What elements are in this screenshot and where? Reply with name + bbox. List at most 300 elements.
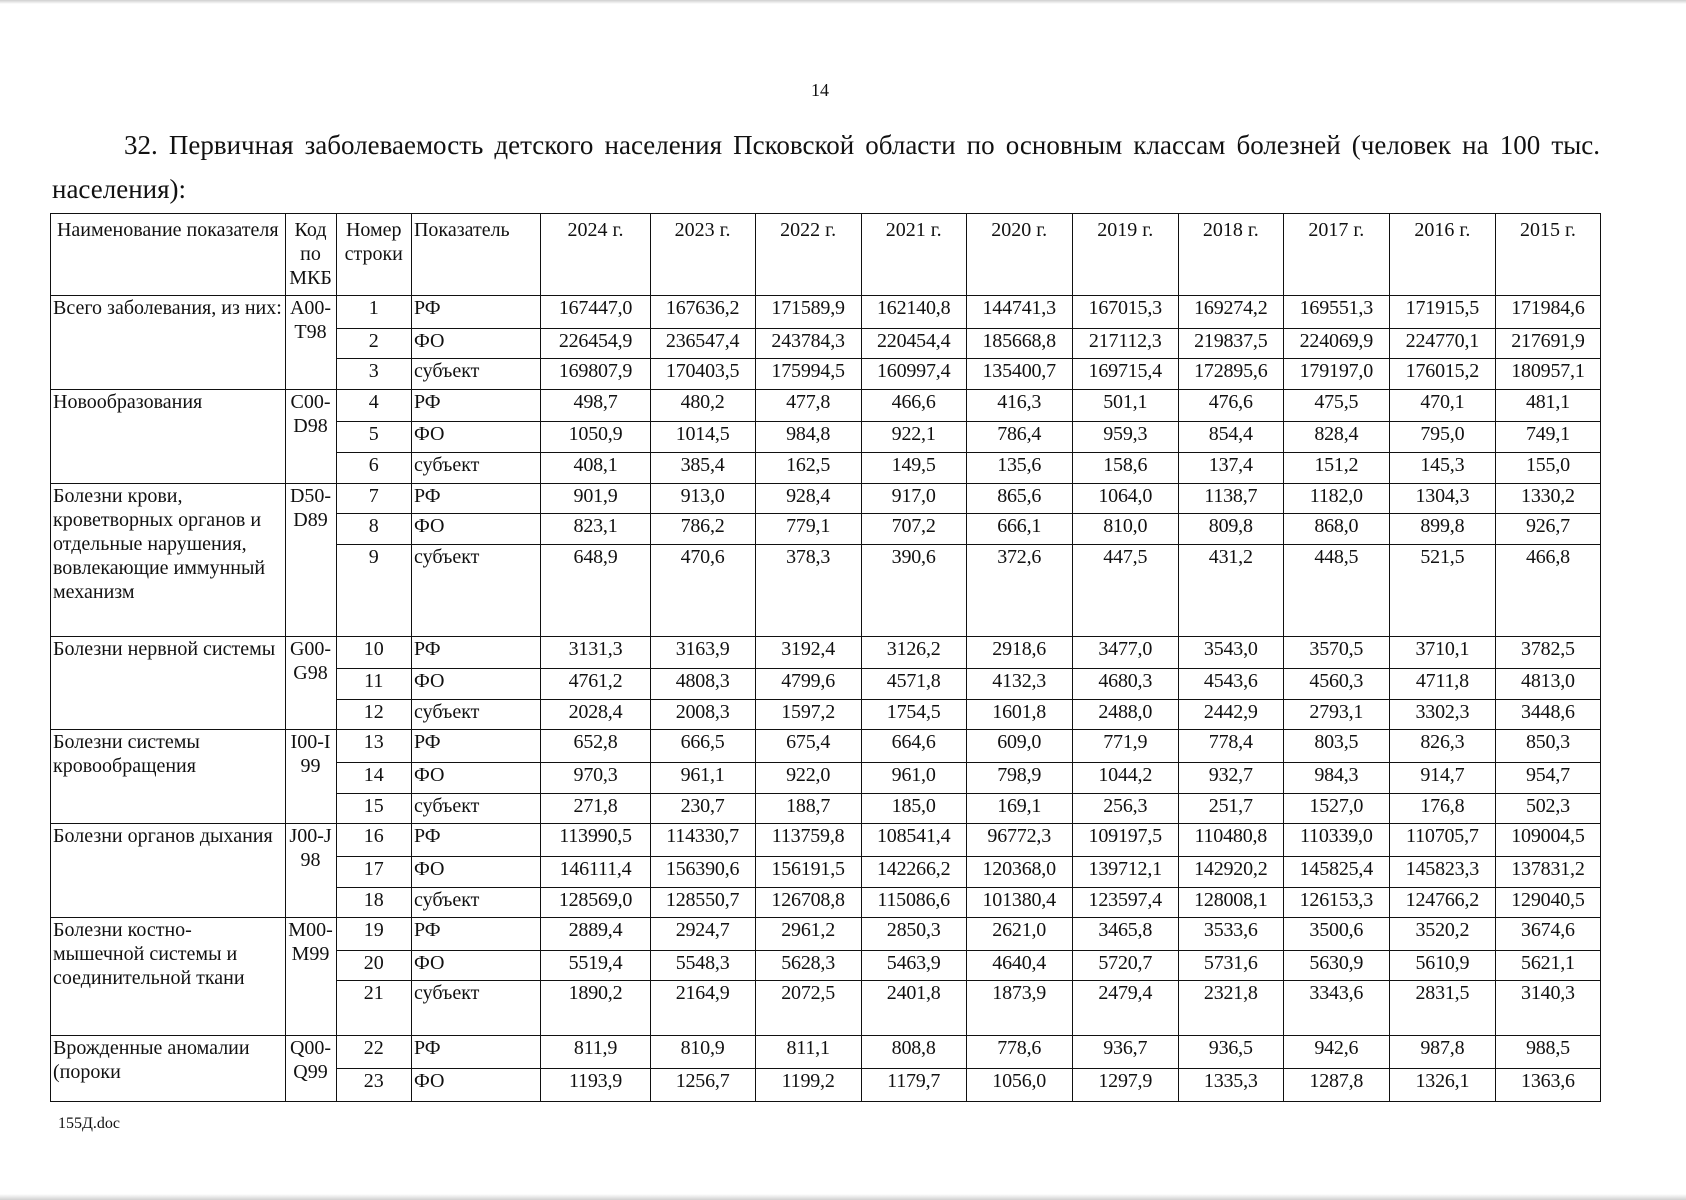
value-cell: 170403,5	[650, 359, 755, 390]
row-number: 12	[336, 699, 411, 730]
indicator: РФ	[411, 1036, 541, 1069]
value-cell: 3710,1	[1389, 636, 1495, 669]
row-number: 7	[336, 483, 411, 514]
value-cell: 810,9	[650, 1036, 755, 1069]
value-cell: 3140,3	[1495, 981, 1600, 1036]
indicator: ФО	[411, 514, 541, 545]
value-cell: 2850,3	[861, 918, 966, 951]
value-cell: 128008,1	[1178, 887, 1283, 918]
value-cell: 101380,4	[966, 887, 1072, 918]
icd-code: D50-D89	[285, 483, 336, 636]
disease-class-name: Болезни костно-мышечной системы и соединительной ткани	[51, 918, 286, 1036]
icd-code: C00-D98	[285, 389, 336, 483]
value-cell: 1182,0	[1283, 483, 1389, 514]
value-cell: 3126,2	[861, 636, 966, 669]
value-cell: 828,4	[1283, 422, 1389, 453]
value-cell: 1138,7	[1178, 483, 1283, 514]
indicator: ФО	[411, 856, 541, 887]
value-cell: 4571,8	[861, 669, 966, 700]
row-number: 20	[336, 950, 411, 981]
row-number: 22	[336, 1036, 411, 1069]
value-cell: 823,1	[541, 514, 650, 545]
indicator: субъект	[411, 793, 541, 824]
value-cell: 926,7	[1495, 514, 1600, 545]
row-number: 4	[336, 389, 411, 422]
value-cell: 1199,2	[755, 1069, 861, 1102]
value-cell: 3465,8	[1072, 918, 1178, 951]
table-row	[51, 389, 1601, 422]
icd-code: M00-M99	[285, 918, 336, 1036]
value-cell: 256,3	[1072, 793, 1178, 824]
value-cell: 2621,0	[966, 918, 1072, 951]
value-cell: 501,1	[1072, 389, 1178, 422]
value-cell: 135400,7	[966, 359, 1072, 390]
value-cell: 3448,6	[1495, 699, 1600, 730]
value-cell: 470,6	[650, 544, 755, 636]
value-cell: 914,7	[1389, 763, 1495, 794]
value-cell: 666,1	[966, 514, 1072, 545]
value-cell: 172895,6	[1178, 359, 1283, 390]
value-cell: 224770,1	[1389, 328, 1495, 359]
value-cell: 5463,9	[861, 950, 966, 981]
indicator: субъект	[411, 453, 541, 484]
value-cell: 2831,5	[1389, 981, 1495, 1036]
value-cell: 961,0	[861, 763, 966, 794]
value-cell: 128569,0	[541, 887, 650, 918]
icd-code: G00-G98	[285, 636, 336, 730]
value-cell: 4799,6	[755, 669, 861, 700]
value-cell: 5621,1	[1495, 950, 1600, 981]
table-row	[51, 1036, 1601, 1069]
indicator: субъект	[411, 699, 541, 730]
value-cell: 961,1	[650, 763, 755, 794]
value-cell: 987,8	[1389, 1036, 1495, 1069]
value-cell: 149,5	[861, 453, 966, 484]
value-cell: 2401,8	[861, 981, 966, 1036]
value-cell: 771,9	[1072, 730, 1178, 763]
value-cell: 145823,3	[1389, 856, 1495, 887]
value-cell: 175994,5	[755, 359, 861, 390]
disease-class-name: Всего заболевания, из них:	[51, 296, 286, 390]
value-cell: 126153,3	[1283, 887, 1389, 918]
icd-code: J00-J98	[285, 824, 336, 918]
value-cell: 169807,9	[541, 359, 650, 390]
row-number: 23	[336, 1069, 411, 1102]
value-cell: 115086,6	[861, 887, 966, 918]
row-number: 3	[336, 359, 411, 390]
value-cell: 431,2	[1178, 544, 1283, 636]
value-cell: 1193,9	[541, 1069, 650, 1102]
value-cell: 609,0	[966, 730, 1072, 763]
table-row	[51, 636, 1601, 669]
value-cell: 217112,3	[1072, 328, 1178, 359]
disease-class-name: Болезни органов дыхания	[51, 824, 286, 918]
icd-code: I00-I99	[285, 730, 336, 824]
row-number: 17	[336, 856, 411, 887]
row-number: 9	[336, 544, 411, 636]
value-cell: 1014,5	[650, 422, 755, 453]
value-cell: 809,8	[1178, 514, 1283, 545]
value-cell: 1056,0	[966, 1069, 1072, 1102]
value-cell: 4640,4	[966, 950, 1072, 981]
value-cell: 230,7	[650, 793, 755, 824]
value-cell: 936,7	[1072, 1036, 1178, 1069]
header-year: 2017 г.	[1283, 214, 1389, 296]
indicator: ФО	[411, 328, 541, 359]
value-cell: 236547,4	[650, 328, 755, 359]
value-cell: 932,7	[1178, 763, 1283, 794]
row-number: 10	[336, 636, 411, 669]
value-cell: 808,8	[861, 1036, 966, 1069]
value-cell: 372,6	[966, 544, 1072, 636]
value-cell: 162140,8	[861, 296, 966, 329]
value-cell: 913,0	[650, 483, 755, 514]
value-cell: 3302,3	[1389, 699, 1495, 730]
value-cell: 666,5	[650, 730, 755, 763]
value-cell: 124766,2	[1389, 887, 1495, 918]
value-cell: 4560,3	[1283, 669, 1389, 700]
value-cell: 1527,0	[1283, 793, 1389, 824]
row-number: 1	[336, 296, 411, 329]
value-cell: 4680,3	[1072, 669, 1178, 700]
value-cell: 1287,8	[1283, 1069, 1389, 1102]
value-cell: 1873,9	[966, 981, 1072, 1036]
value-cell: 811,9	[541, 1036, 650, 1069]
value-cell: 466,8	[1495, 544, 1600, 636]
value-cell: 447,5	[1072, 544, 1178, 636]
page-number: 14	[811, 80, 829, 100]
value-cell: 2008,3	[650, 699, 755, 730]
icd-code: Q00-Q99	[285, 1036, 336, 1102]
table-row	[51, 483, 1601, 514]
value-cell: 502,3	[1495, 793, 1600, 824]
indicator: ФО	[411, 422, 541, 453]
value-cell: 811,1	[755, 1036, 861, 1069]
table-header-row	[51, 214, 1601, 296]
value-cell: 160997,4	[861, 359, 966, 390]
value-cell: 1326,1	[1389, 1069, 1495, 1102]
header-row-number: Номер строки	[336, 214, 411, 296]
value-cell: 113990,5	[541, 824, 650, 857]
value-cell: 129040,5	[1495, 887, 1600, 918]
value-cell: 416,3	[966, 389, 1072, 422]
value-cell: 158,6	[1072, 453, 1178, 484]
value-cell: 868,0	[1283, 514, 1389, 545]
indicator: РФ	[411, 636, 541, 669]
value-cell: 2924,7	[650, 918, 755, 951]
value-cell: 5720,7	[1072, 950, 1178, 981]
header-year: 2023 г.	[650, 214, 755, 296]
value-cell: 970,3	[541, 763, 650, 794]
disease-class-name: Болезни нервной системы	[51, 636, 286, 730]
value-cell: 145825,4	[1283, 856, 1389, 887]
row-number: 13	[336, 730, 411, 763]
value-cell: 224069,9	[1283, 328, 1389, 359]
scan-edge-top	[0, 0, 1686, 4]
value-cell: 3782,5	[1495, 636, 1600, 669]
header-code: Код по МКБ	[285, 214, 336, 296]
header-year: 2019 г.	[1072, 214, 1178, 296]
value-cell: 169,1	[966, 793, 1072, 824]
value-cell: 779,1	[755, 514, 861, 545]
value-cell: 169551,3	[1283, 296, 1389, 329]
value-cell: 171984,6	[1495, 296, 1600, 329]
row-number: 6	[336, 453, 411, 484]
value-cell: 171915,5	[1389, 296, 1495, 329]
value-cell: 5548,3	[650, 950, 755, 981]
value-cell: 648,9	[541, 544, 650, 636]
row-number: 8	[336, 514, 411, 545]
value-cell: 480,2	[650, 389, 755, 422]
row-number: 2	[336, 328, 411, 359]
value-cell: 4808,3	[650, 669, 755, 700]
table-row	[51, 730, 1601, 763]
value-cell: 408,1	[541, 453, 650, 484]
value-cell: 1890,2	[541, 981, 650, 1036]
value-cell: 988,5	[1495, 1036, 1600, 1069]
value-cell: 4813,0	[1495, 669, 1600, 700]
value-cell: 498,7	[541, 389, 650, 422]
value-cell: 865,6	[966, 483, 1072, 514]
value-cell: 180957,1	[1495, 359, 1600, 390]
row-number: 5	[336, 422, 411, 453]
header-year: 2020 г.	[966, 214, 1072, 296]
value-cell: 795,0	[1389, 422, 1495, 453]
value-cell: 521,5	[1389, 544, 1495, 636]
value-cell: 243784,3	[755, 328, 861, 359]
value-cell: 110339,0	[1283, 824, 1389, 857]
value-cell: 5731,6	[1178, 950, 1283, 981]
value-cell: 109197,5	[1072, 824, 1178, 857]
value-cell: 2889,4	[541, 918, 650, 951]
value-cell: 123597,4	[1072, 887, 1178, 918]
value-cell: 901,9	[541, 483, 650, 514]
value-cell: 3343,6	[1283, 981, 1389, 1036]
value-cell: 5519,4	[541, 950, 650, 981]
value-cell: 385,4	[650, 453, 755, 484]
value-cell: 707,2	[861, 514, 966, 545]
table-row	[51, 824, 1601, 857]
value-cell: 179197,0	[1283, 359, 1389, 390]
icd-code: A00-T98	[285, 296, 336, 390]
value-cell: 378,3	[755, 544, 861, 636]
value-cell: 185668,8	[966, 328, 1072, 359]
indicator: ФО	[411, 669, 541, 700]
value-cell: 176015,2	[1389, 359, 1495, 390]
value-cell: 176,8	[1389, 793, 1495, 824]
disease-class-name: Новообразования	[51, 389, 286, 483]
value-cell: 156191,5	[755, 856, 861, 887]
value-cell: 110480,8	[1178, 824, 1283, 857]
indicator: РФ	[411, 730, 541, 763]
value-cell: 128550,7	[650, 887, 755, 918]
value-cell: 2961,2	[755, 918, 861, 951]
value-cell: 899,8	[1389, 514, 1495, 545]
value-cell: 114330,7	[650, 824, 755, 857]
header-year: 2016 г.	[1389, 214, 1495, 296]
value-cell: 167636,2	[650, 296, 755, 329]
value-cell: 1304,3	[1389, 483, 1495, 514]
table-body	[51, 296, 1601, 1102]
value-cell: 171589,9	[755, 296, 861, 329]
disease-class-name: Болезни крови, кроветворных органов и отдельные нарушения, вовлекающие иммунный механизм	[51, 483, 286, 636]
value-cell: 810,0	[1072, 514, 1178, 545]
value-cell: 120368,0	[966, 856, 1072, 887]
value-cell: 917,0	[861, 483, 966, 514]
value-cell: 1597,2	[755, 699, 861, 730]
indicator: РФ	[411, 918, 541, 951]
value-cell: 942,6	[1283, 1036, 1389, 1069]
table-row	[51, 918, 1601, 951]
value-cell: 1256,7	[650, 1069, 755, 1102]
value-cell: 271,8	[541, 793, 650, 824]
value-cell: 96772,3	[966, 824, 1072, 857]
value-cell: 922,1	[861, 422, 966, 453]
indicator: субъект	[411, 981, 541, 1036]
value-cell: 922,0	[755, 763, 861, 794]
value-cell: 5630,9	[1283, 950, 1389, 981]
value-cell: 470,1	[1389, 389, 1495, 422]
indicator: субъект	[411, 887, 541, 918]
value-cell: 3163,9	[650, 636, 755, 669]
scan-edge-bottom	[0, 1194, 1686, 1200]
value-cell: 3477,0	[1072, 636, 1178, 669]
value-cell: 188,7	[755, 793, 861, 824]
value-cell: 142920,2	[1178, 856, 1283, 887]
indicator: субъект	[411, 544, 541, 636]
value-cell: 137,4	[1178, 453, 1283, 484]
value-cell: 803,5	[1283, 730, 1389, 763]
value-cell: 3570,5	[1283, 636, 1389, 669]
value-cell: 226454,9	[541, 328, 650, 359]
header-name: Наименование показателя	[51, 214, 286, 296]
value-cell: 4711,8	[1389, 669, 1495, 700]
value-cell: 778,6	[966, 1036, 1072, 1069]
value-cell: 156390,6	[650, 856, 755, 887]
value-cell: 786,4	[966, 422, 1072, 453]
value-cell: 1179,7	[861, 1069, 966, 1102]
value-cell: 162,5	[755, 453, 861, 484]
header-year: 2024 г.	[541, 214, 650, 296]
value-cell: 984,8	[755, 422, 861, 453]
value-cell: 1601,8	[966, 699, 1072, 730]
value-cell: 481,1	[1495, 389, 1600, 422]
value-cell: 108541,4	[861, 824, 966, 857]
header-year: 2015 г.	[1495, 214, 1600, 296]
header-year: 2022 г.	[755, 214, 861, 296]
value-cell: 145,3	[1389, 453, 1495, 484]
value-cell: 2028,4	[541, 699, 650, 730]
value-cell: 5610,9	[1389, 950, 1495, 981]
value-cell: 466,6	[861, 389, 966, 422]
value-cell: 113759,8	[755, 824, 861, 857]
value-cell: 928,4	[755, 483, 861, 514]
header-year: 2021 г.	[861, 214, 966, 296]
value-cell: 1363,6	[1495, 1069, 1600, 1102]
value-cell: 3192,4	[755, 636, 861, 669]
value-cell: 854,4	[1178, 422, 1283, 453]
value-cell: 475,5	[1283, 389, 1389, 422]
row-number: 18	[336, 887, 411, 918]
value-cell: 3131,3	[541, 636, 650, 669]
value-cell: 2793,1	[1283, 699, 1389, 730]
value-cell: 155,0	[1495, 453, 1600, 484]
row-number: 16	[336, 824, 411, 857]
value-cell: 251,7	[1178, 793, 1283, 824]
value-cell: 749,1	[1495, 422, 1600, 453]
header-indicator: Показатель	[411, 214, 541, 296]
value-cell: 169715,4	[1072, 359, 1178, 390]
disease-class-name: Врожденные аномалии (пороки	[51, 1036, 286, 1102]
value-cell: 778,4	[1178, 730, 1283, 763]
value-cell: 2918,6	[966, 636, 1072, 669]
disease-class-name: Болезни системы кровообращения	[51, 730, 286, 824]
value-cell: 3500,6	[1283, 918, 1389, 951]
value-cell: 675,4	[755, 730, 861, 763]
indicator: РФ	[411, 296, 541, 329]
value-cell: 1064,0	[1072, 483, 1178, 514]
value-cell: 1330,2	[1495, 483, 1600, 514]
value-cell: 954,7	[1495, 763, 1600, 794]
value-cell: 2321,8	[1178, 981, 1283, 1036]
value-cell: 2072,5	[755, 981, 861, 1036]
value-cell: 3674,6	[1495, 918, 1600, 951]
value-cell: 167447,0	[541, 296, 650, 329]
value-cell: 3543,0	[1178, 636, 1283, 669]
value-cell: 185,0	[861, 793, 966, 824]
value-cell: 2488,0	[1072, 699, 1178, 730]
row-number: 11	[336, 669, 411, 700]
value-cell: 390,6	[861, 544, 966, 636]
value-cell: 1297,9	[1072, 1069, 1178, 1102]
footer-filename: 155Д.doc	[58, 1115, 121, 1132]
value-cell: 139712,1	[1072, 856, 1178, 887]
value-cell: 135,6	[966, 453, 1072, 484]
value-cell: 220454,4	[861, 328, 966, 359]
value-cell: 826,3	[1389, 730, 1495, 763]
value-cell: 786,2	[650, 514, 755, 545]
value-cell: 110705,7	[1389, 824, 1495, 857]
row-number: 21	[336, 981, 411, 1036]
value-cell: 2479,4	[1072, 981, 1178, 1036]
value-cell: 1335,3	[1178, 1069, 1283, 1102]
value-cell: 126708,8	[755, 887, 861, 918]
value-cell: 2442,9	[1178, 699, 1283, 730]
value-cell: 217691,9	[1495, 328, 1600, 359]
value-cell: 109004,5	[1495, 824, 1600, 857]
value-cell: 142266,2	[861, 856, 966, 887]
value-cell: 959,3	[1072, 422, 1178, 453]
value-cell: 476,6	[1178, 389, 1283, 422]
value-cell: 850,3	[1495, 730, 1600, 763]
value-cell: 2164,9	[650, 981, 755, 1036]
value-cell: 219837,5	[1178, 328, 1283, 359]
value-cell: 1754,5	[861, 699, 966, 730]
indicator: субъект	[411, 359, 541, 390]
indicator: РФ	[411, 824, 541, 857]
value-cell: 477,8	[755, 389, 861, 422]
value-cell: 3533,6	[1178, 918, 1283, 951]
value-cell: 4761,2	[541, 669, 650, 700]
value-cell: 137831,2	[1495, 856, 1600, 887]
row-number: 19	[336, 918, 411, 951]
value-cell: 151,2	[1283, 453, 1389, 484]
value-cell: 448,5	[1283, 544, 1389, 636]
value-cell: 167015,3	[1072, 296, 1178, 329]
value-cell: 936,5	[1178, 1036, 1283, 1069]
value-cell: 798,9	[966, 763, 1072, 794]
indicator: ФО	[411, 950, 541, 981]
